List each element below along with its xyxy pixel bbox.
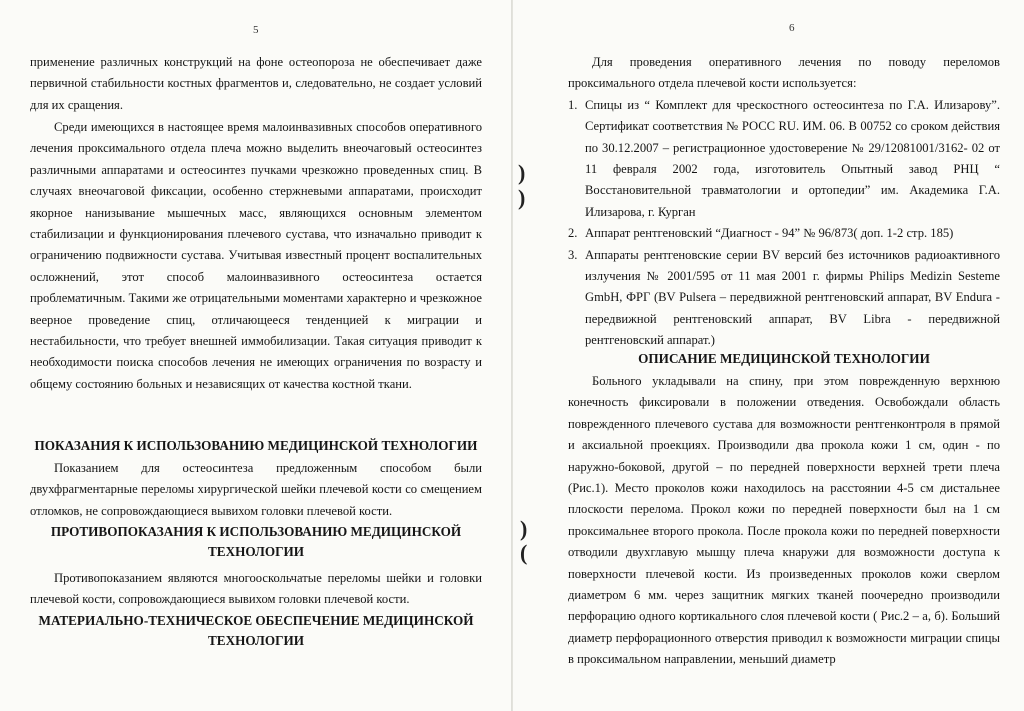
heading-material-line1: МАТЕРИАЛЬНО-ТЕХНИЧЕСКОЕ ОБЕСПЕЧЕНИЕ МЕДИЦИНСКОЙ xyxy=(38,613,474,628)
list-item xyxy=(568,245,1000,352)
paragraph-intro: Для проведения оперативного лечения по поводу переломов проксимального отдела плечевой кости используется: xyxy=(568,55,1000,91)
right-page xyxy=(512,0,1024,711)
paragraph-description: Больного укладывали на спину, при этом поврежденную верхнюю конечность фиксировали в положении отведения. Освобождали область поврежденного плечевого сустава для возможности рентгенконтроля в прямой и аксиальной проекциях. Производили два прокола кожи 1 см, один - по наружно-боковой, другой – по передней поверхности верхней трети плеча (Рис.1). Место проколов кожи находилось на расстоянии 4-5 см дистальнее плоскости перелома. Прокол кожи по передней поверхности был на 1 см проксимальнее второго прокола. После прокола кожи по передней поверхности отводили двухглавую мышцу плеча кнаружи для возможности доступа к поверхности плечевой кости. Из произведенных проколов кожи сверлом диаметром 6 мм. через защитник мягких тканей поочередно производили перфорацию одного кортикального слоя плечевой кости ( Рис.2 – а, б). Больший диаметр перфорационного отверстия приводил к возможности миграции спицы в проксимальном направлении, меньший диаметр xyxy=(568,374,1000,667)
paragraph-indications: Показанием для остеосинтеза предложенным способом были двухфрагментарные переломы хирургической шейки плечевой кости со смещением отломков, не сопровождающиеся вывихом головки плечевой кости. xyxy=(30,461,482,518)
page-number-right: 6 xyxy=(789,22,795,34)
margin-mark: ( xyxy=(520,540,528,565)
heading-material xyxy=(30,611,482,651)
left-text-block-3 xyxy=(30,458,482,522)
left-text-block-1 xyxy=(30,52,482,116)
paragraph-osteoporosis: применение различных конструкций на фоне остеопороза не обеспечивает даже первичной стабильности костных фрагментов и, следовательно, не создает условий для их сращения. xyxy=(30,55,482,112)
list-item-text: Аппараты рентгеновские серии BV версий без источников радиоактивного излучения № 2001/595 от 11 мая 2001 г. фирмы Philips Medizin Sesteme GmbH, ФРГ (BV Pulsera – передвижной рентгеновский аппарат, BV Endura - передвижной рентгеновский аппарат, BV Libra - передвижной рентгеновский аппарат.) xyxy=(585,247,1000,348)
list-item-number: 3. xyxy=(568,247,578,262)
right-text-block-1 xyxy=(568,52,1000,352)
list-item-number: 2. xyxy=(568,226,578,241)
heading-contra-line2: ТЕХНОЛОГИИ xyxy=(208,544,304,559)
margin-mark: ) xyxy=(520,516,528,541)
page-number-left: 5 xyxy=(253,24,259,36)
right-text-block-2 xyxy=(568,371,1000,671)
list-item-text: Спицы из “ Комплект для чрескостного остеосинтеза по Г.А. Илизарову”. Сертификат соответствия № РОСС RU. ИМ. 06. В 00752 со сроком действия по 30.12.2007 – регистрационное удостоверение № 29/12081001/3162- 02 от 11 февраля 2002 года, изготовитель Опытный завод РНЦ “ Восстановительной травматологии и ортопедии” им. Академика Г.А. Илизарова, г. Курган xyxy=(585,97,1000,219)
list-item xyxy=(568,223,1000,244)
paragraph-methods: Среди имеющихся в настоящее время малоинвазивных способов оперативного лечения проксимального отдела плеча можно выделить внеочаговый остеосинтез различными аппаратами и остеосинтез пучками чрезкожно проведенных спиц. В случаях внеочаговой фиксации, особенно стержневыми аппаратами, происходит якорное нанизывание мышечных масс, являющихся основным элементом стабилизации и функционирования плечевого сустава, что изначально приводит к ограничению подвижности сустава. Учитывая известный процент воспалительных осложнений, этот способ малоинвазивного остеосинтеза остается проблематичным. Такими же отрицательными моментами характерно и чрезкожное веерное проведение спиц, отличающееся тенденцией к миграции и нестабильности, что требует внешней иммобилизации. Такая ситуация приводит к необходимости поиска способов лечения не имеющих ограничения по возрасту и общему состоянию больных и независящих от качества костной ткани. xyxy=(30,120,482,391)
heading-description: ОПИСАНИЕ МЕДИЦИНСКОЙ ТЕХНОЛОГИИ xyxy=(638,351,930,366)
heading-indications: ПОКАЗАНИЯ К ИСПОЛЬЗОВАНИЮ МЕДИЦИНСКОЙ ТЕХНОЛОГИИ xyxy=(34,438,478,453)
list-item-text: Аппарат рентгеновский “Диагност - 94” № 96/873( доп. 1-2 стр. 185) xyxy=(585,226,954,241)
heading-material-line2: ТЕХНОЛОГИИ xyxy=(208,633,304,648)
margin-mark: ) xyxy=(518,185,526,210)
paragraph-contraindications: Противопоказанием являются многооскольчатые переломы шейки и головки плечевой кости, сопровождающиеся вывихом головки плечевой кости. xyxy=(30,571,482,607)
list-item-number: 1. xyxy=(568,97,578,112)
left-text-block-2 xyxy=(30,117,482,395)
heading-contra-line1: ПРОТИВОПОКАЗАНИЯ К ИСПОЛЬЗОВАНИЮ МЕДИЦИНСКОЙ xyxy=(50,524,462,539)
margin-mark: ) xyxy=(518,160,526,185)
heading-contraindications xyxy=(30,522,482,562)
list-item xyxy=(568,95,1000,223)
left-text-block-4 xyxy=(30,568,482,611)
